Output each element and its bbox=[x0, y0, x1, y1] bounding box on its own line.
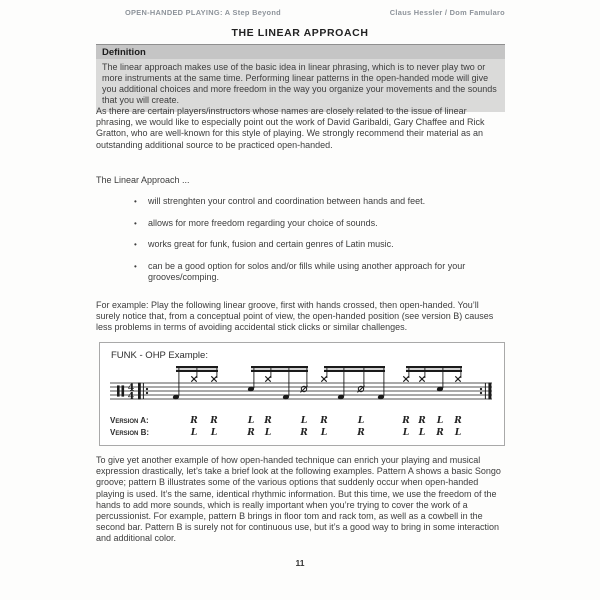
definition-block bbox=[96, 44, 505, 112]
drum-notation-staff bbox=[100, 361, 504, 443]
repeat-start-barline bbox=[138, 383, 141, 400]
bullet-item bbox=[96, 239, 505, 250]
sticking-letter-b: L bbox=[210, 428, 218, 438]
page-title: THE LINEAR APPROACH bbox=[231, 27, 369, 39]
definition-heading: Definition bbox=[96, 44, 505, 59]
bullet-item bbox=[96, 218, 505, 229]
bullet-text: works great for funk, fusion and certain genres of Latin music. bbox=[148, 239, 394, 250]
time-signature-bottom: 4 bbox=[127, 391, 135, 403]
sticking-letter-b: R bbox=[436, 428, 444, 438]
paragraph-for-example: For example: Play the following linear groove, first with hands crossed, then open-handed. You’ll surely notice that, from a conceptual point of view, the open-handed position (see version B) causes less problems in terms of avoiding accidental stick clicks or similar challenges. bbox=[96, 300, 494, 333]
sticking-letter-b: L bbox=[418, 428, 426, 438]
sticking-letter-a: L bbox=[436, 416, 444, 426]
sticking-letter-a: R bbox=[190, 416, 198, 426]
beam bbox=[406, 366, 462, 368]
sticking-letter-b: R bbox=[247, 428, 255, 438]
sticking-letter-a: L bbox=[357, 416, 365, 426]
sticking-letter-a: R bbox=[320, 416, 328, 426]
sticking-letter-b: R bbox=[357, 428, 365, 438]
running-header-authors: Claus Hessler / Dom Famularo bbox=[389, 8, 505, 17]
bullet-item bbox=[96, 196, 505, 207]
repeat-dot bbox=[146, 392, 148, 394]
sticking-letter-b: L bbox=[264, 428, 272, 438]
beam bbox=[251, 370, 308, 372]
sticking-letter-b: L bbox=[454, 428, 462, 438]
running-header-left: OPEN-HANDED PLAYING: A Step Beyond bbox=[125, 8, 281, 17]
repeat-dot bbox=[480, 392, 482, 394]
beam bbox=[406, 370, 462, 372]
sticking-letter-a: L bbox=[247, 416, 255, 426]
repeat-dot bbox=[146, 388, 148, 390]
linear-approach-bullet-list bbox=[96, 196, 505, 294]
sticking-letter-b: R bbox=[300, 428, 308, 438]
definition-body: The linear approach makes use of the basic idea in linear phrasing, which is to never play two or more instruments at the same time. Performing linear patterns in the open-handed mode will give you additional choices and more freedom in the way you organize your movements and the sounds that you will create. bbox=[96, 59, 505, 112]
running-header bbox=[96, 8, 505, 17]
repeat-end-barline bbox=[488, 383, 491, 400]
version-b-label: Version B: bbox=[110, 428, 150, 437]
bullet-marker: • bbox=[134, 218, 137, 228]
sticking-letter-b: L bbox=[402, 428, 410, 438]
beam bbox=[324, 366, 385, 368]
bullet-marker: • bbox=[134, 197, 137, 206]
notation-label: FUNK - OHP Example: bbox=[111, 350, 208, 361]
sticking-letter-b: L bbox=[320, 428, 328, 438]
percussion-clef bbox=[117, 385, 120, 396]
paragraph-closing: To give yet another example of how open-handed technique can enrich your playing and musical expression drastically, let’s take a brief look at the following examples. Pattern A shows a basic Songo groove; pattern B illustrates some of the various options that suddenly occur when open-handed playing is used. It’s the same, identical rhythmic information. But this time, we use the freedom of the hands to add more sounds, which is really important when you’re trying to cover the work of a percussionist. For example, pattern B brings in floor tom and rack tom, as well as a cowbell in the second bar. Pattern B is surely not for continuous use, but it’s a good way to bring in some interaction and additional color. bbox=[96, 455, 501, 544]
sticking-letter-a: R bbox=[454, 416, 462, 426]
sticking-letter-a: L bbox=[300, 416, 308, 426]
beam bbox=[251, 366, 308, 368]
sticking-letter-a: R bbox=[210, 416, 218, 426]
bullet-text: allows for more freedom regarding your choice of sounds. bbox=[148, 217, 378, 228]
percussion-clef bbox=[122, 385, 125, 396]
sticking-letter-a: R bbox=[264, 416, 272, 426]
page-number: 11 bbox=[295, 558, 305, 568]
bullet-text: can be a good option for solos and/or fills while using another approach for your grooves/comping. bbox=[148, 261, 466, 283]
bullet-marker: • bbox=[134, 240, 137, 250]
funk-ohp-example-box bbox=[99, 342, 505, 446]
time-signature-top: 4 bbox=[127, 382, 135, 394]
bullet-marker: • bbox=[134, 262, 137, 272]
paragraph-list-lead: The Linear Approach ... bbox=[96, 175, 190, 185]
version-a-label: Version A: bbox=[110, 416, 149, 425]
paragraph-intro: As there are certain players/instructors whose names are closely related to the issue of linear phrasing, we would like to especially point out the work of David Garibaldi, Gary Chaffee and Rick Gratton, who are well-known for this style of playing. We strongly recommend their material as an outstanding additional source to be practiced open-handed. bbox=[96, 106, 485, 150]
sticking-letter-b: L bbox=[190, 428, 198, 438]
sticking-letter-a: R bbox=[418, 416, 426, 426]
bullet-item bbox=[96, 261, 505, 283]
repeat-dot bbox=[480, 388, 482, 390]
sticking-letter-a: R bbox=[402, 416, 410, 426]
beam bbox=[324, 370, 385, 372]
bullet-text: will strenghten your control and coordination between hands and feet. bbox=[148, 196, 426, 206]
